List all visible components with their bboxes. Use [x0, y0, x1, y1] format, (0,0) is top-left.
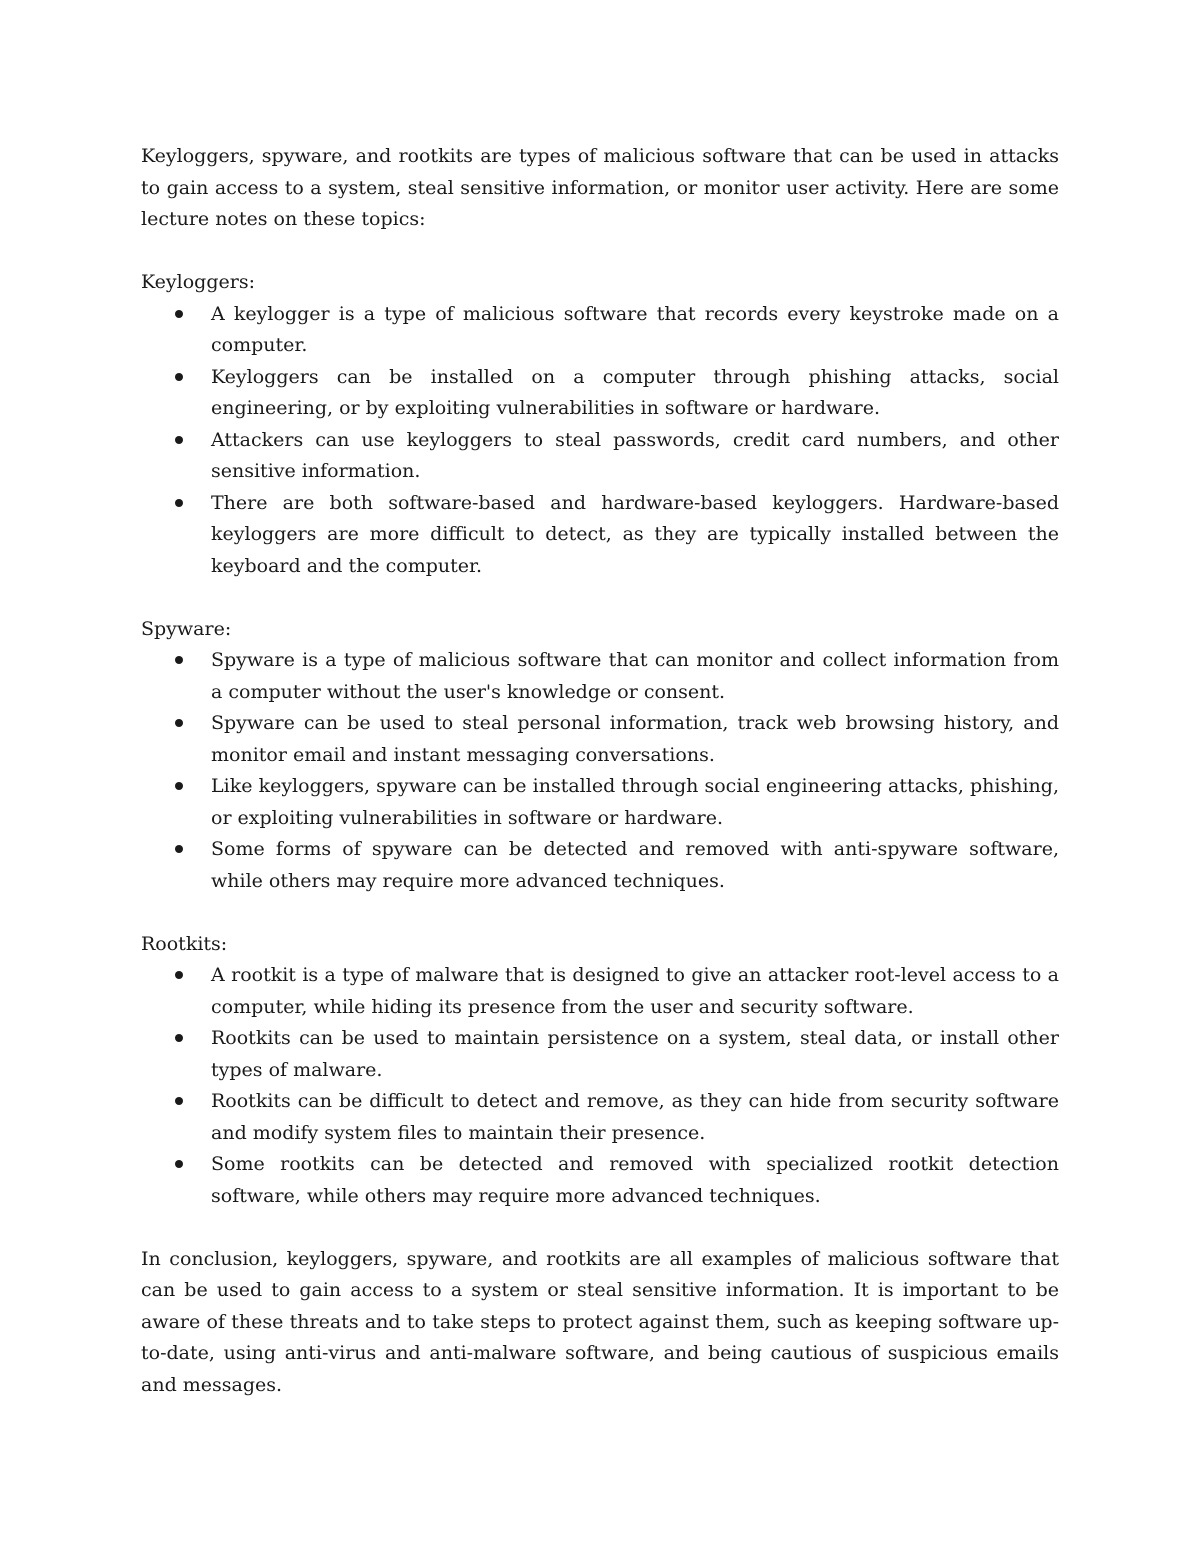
- spyware-list: [141, 645, 1059, 897]
- bullet-icon: [175, 845, 183, 853]
- bullet-icon: [175, 782, 183, 790]
- conclusion-paragraph: In conclusion, keyloggers, spyware, and rootkits are all examples of malicious software that can be used to gain access to a system or steal sensitive information. It is important to be aware of these threats and to take steps to protect against them, such as keeping software up-to-date, using anti-virus and anti-malware software, and being cautious of suspicious emails and messages.: [141, 1247, 1059, 1396]
- section-heading-keyloggers: Keyloggers:: [141, 271, 255, 293]
- section-heading-spyware: Spyware:: [141, 617, 232, 640]
- list-item: Spyware is a type of malicious software that can monitor and collect information from a computer without the user's knowledge or consent.: [141, 645, 1059, 708]
- bullet-icon: [175, 1034, 183, 1042]
- intro-paragraph: Keyloggers, spyware, and rootkits are types of malicious software that can be used in attacks to gain access to a system, steal sensitive information, or monitor user activity. Here are some lecture notes on these topics:: [141, 145, 1059, 230]
- bullet-icon: [175, 719, 183, 727]
- document-page: [141, 141, 1059, 1401]
- list-item: Some forms of spyware can be detected and removed with anti-spyware software, while others may require more advanced techniques.: [141, 834, 1059, 897]
- bullet-icon: [175, 310, 183, 318]
- list-item: Like keyloggers, spyware can be installed through social engineering attacks, phishing, or exploiting vulnerabilities in software or hardware.: [141, 771, 1059, 834]
- keyloggers-list: [141, 299, 1059, 583]
- bullet-icon: [175, 499, 183, 507]
- list-item: Rootkits can be used to maintain persistence on a system, steal data, or install other types of malware.: [141, 1023, 1059, 1086]
- list-item: A keylogger is a type of malicious software that records every keystroke made on a computer.: [141, 299, 1059, 362]
- bullet-icon: [175, 436, 183, 444]
- list-item: Keyloggers can be installed on a computer through phishing attacks, social engineering, or by exploiting vulnerabilities in software or hardware.: [141, 362, 1059, 425]
- bullet-icon: [175, 971, 183, 979]
- bullet-icon: [175, 656, 183, 664]
- rootkits-list: [141, 960, 1059, 1212]
- section-heading-rootkits: Rootkits:: [141, 932, 228, 955]
- list-item: Attackers can use keyloggers to steal passwords, credit card numbers, and other sensitive information.: [141, 425, 1059, 488]
- list-item: Rootkits can be difficult to detect and remove, as they can hide from security software and modify system files to maintain their presence.: [141, 1086, 1059, 1149]
- list-item: Spyware can be used to steal personal information, track web browsing history, and monitor email and instant messaging conversations.: [141, 708, 1059, 771]
- list-item: There are both software-based and hardware-based keyloggers. Hardware-based keyloggers are more difficult to detect, as they are typically installed between the keyboard and the computer.: [141, 488, 1059, 583]
- list-item: Some rootkits can be detected and removed with specialized rootkit detection software, while others may require more advanced techniques.: [141, 1149, 1059, 1212]
- list-item: A rootkit is a type of malware that is designed to give an attacker root-level access to a computer, while hiding its presence from the user and security software.: [141, 960, 1059, 1023]
- bullet-icon: [175, 1160, 183, 1168]
- bullet-icon: [175, 373, 183, 381]
- bullet-icon: [175, 1097, 183, 1105]
